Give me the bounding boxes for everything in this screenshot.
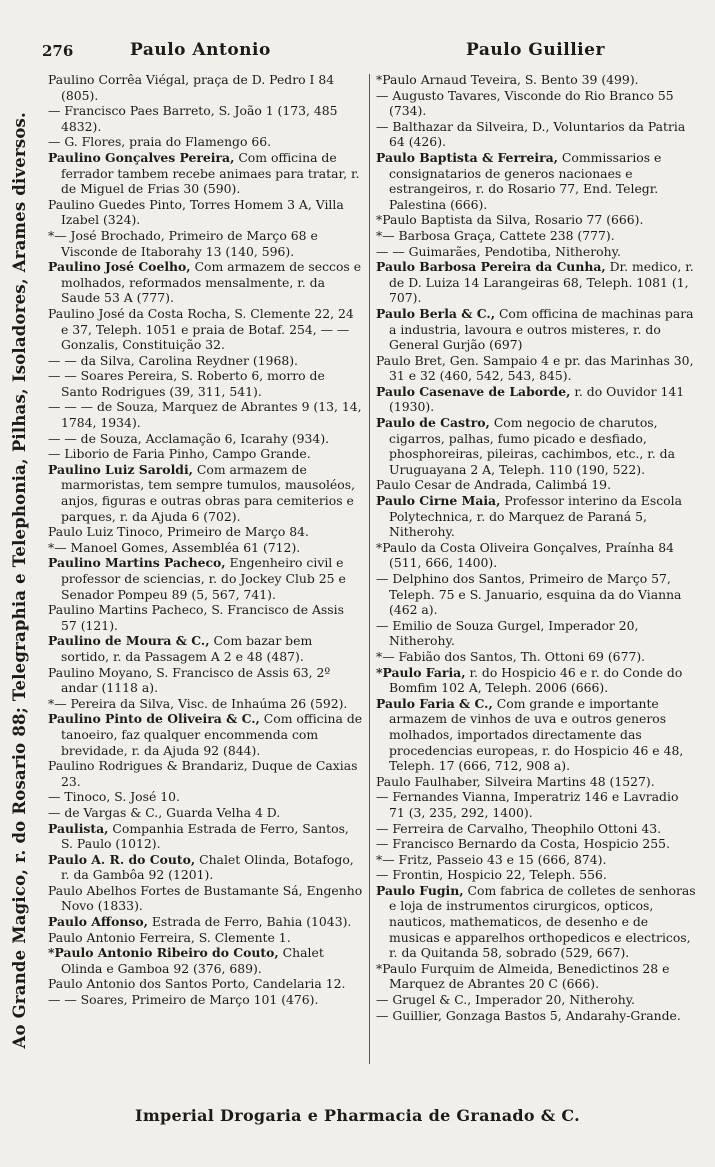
spine-text: Ao Grande Magico, r. do Rosario 88; Telegraphia e Telephonia, Pilhas, Isoladores, Arames diversos. <box>9 111 29 1049</box>
directory-entry <box>48 602 363 633</box>
entry-text: Paulo Luiz Tinoco, Primeiro de Março 84. <box>48 524 309 540</box>
directory-entry <box>376 867 696 883</box>
entry-text: Paulino Corrêa Viégal, praça de D. Pedro I 84 (805). <box>48 72 335 103</box>
directory-entry <box>48 696 363 712</box>
left-column <box>48 72 363 1008</box>
directory-entry <box>376 774 696 790</box>
entry-text: — Francisco Paes Barreto, S. João 1 (173, 485 4832). <box>48 103 338 134</box>
directory-entry <box>48 399 363 430</box>
entry-text: Com officina de tanoeiro, faz qualquer encommenda com brevidade, r. da Ajuda 92 (844). <box>61 711 363 758</box>
directory-entry <box>48 524 363 540</box>
entry-text: Com armazem de seccos e molhados, reformados mensalmente, r. da Saude 53 A (777). <box>61 259 362 306</box>
directory-entry <box>48 431 363 447</box>
entry-text: Paulino Moyano, S. Francisco de Assis 63, 2º andar (1118 a). <box>48 664 331 696</box>
entry-name: Paulo A. R. do Couto, <box>48 851 196 867</box>
directory-entry <box>376 961 696 992</box>
page-number: 276 <box>42 42 74 60</box>
entry-text: Paulo Faulhaber, Silveira Martins 48 (1527). <box>376 773 655 789</box>
entry-name: Paulino de Moura & C., <box>48 633 210 649</box>
directory-entry <box>376 883 696 961</box>
directory-entry <box>48 633 363 664</box>
entry-text: *Paulo Furquim de Almeida, Benedictinos 28 e Marquez de Abrantes 20 C (666). <box>376 960 670 992</box>
entry-text: — Fernandes Vianna, Imperatriz 146 e Lavradio 71 (3, 235, 292, 1400). <box>376 789 679 820</box>
directory-entry <box>376 212 696 228</box>
directory-entry <box>48 259 363 306</box>
entry-text: *— Fritz, Passeio 43 e 15 (666, 874). <box>376 851 607 867</box>
entry-text: *— Barbosa Graça, Cattete 238 (777). <box>376 227 615 243</box>
entry-text: Com bazar bem sortido, r. da Passagem A 2 e 48 (487). <box>61 633 313 664</box>
entry-text: Paulino José da Costa Rocha, S. Clemente 22, 24 e 37, Teleph. 1051 e praia de Botaf. 254, — — Gonzalis, Constituição 32. <box>48 305 354 353</box>
entry-name: Paulo Affonso, <box>48 914 148 930</box>
entry-text: — — Guimarães, Pendotiba, Nitherohy. <box>376 243 621 259</box>
directory-entry <box>376 836 696 852</box>
directory-entry <box>376 306 696 353</box>
entry-name: Paulino Pinto de Oliveira & C., <box>48 711 260 727</box>
entry-text: — — da Silva, Carolina Reydner (1968). <box>48 352 298 368</box>
entry-name: Paulo Barbosa Pereira da Cunha, <box>376 259 606 275</box>
entry-name: Paulino Martins Pacheco, <box>48 555 226 571</box>
directory-entry <box>48 992 363 1008</box>
footer-advertisement: Imperial Drogaria e Pharmacia de Granado & C. <box>135 1106 580 1125</box>
entry-text: — — de Souza, Acclamação 6, Icarahy (934). <box>48 430 330 446</box>
entry-text: — Liborio de Faria Pinho, Campo Grande. <box>48 446 311 462</box>
entry-name: Paulo Berla & C., <box>376 305 496 321</box>
entry-text: Com negocio de charutos, cigarros, palhas, fumo picado e desfiado, phosphoreiras, pileiras, cachimbos, etc., r. da Uruguayana 2 A, Teleph. 110 (190, 522). <box>389 415 675 477</box>
directory-entry <box>48 368 363 399</box>
running-header-left: Paulo Antonio <box>130 40 271 60</box>
entry-text: *— Pereira da Silva, Visc. de Inhaúma 26 (592). <box>48 695 348 711</box>
entry-text: *— Manoel Gomes, Assembléa 61 (712). <box>48 539 301 555</box>
entry-text: — Emilio de Souza Gurgel, Imperador 20, Nitherohy. <box>376 617 639 649</box>
entry-text: — Ferreira de Carvalho, Theophilo Ottoni 43. <box>376 820 662 836</box>
directory-entry <box>376 649 696 665</box>
entry-text: — Francisco Bernardo da Costa, Hospicio 255. <box>376 836 671 852</box>
entry-text: — — Soares, Primeiro de Março 101 (476). <box>48 992 319 1008</box>
entry-text: — Tinoco, S. José 10. <box>48 789 180 805</box>
directory-entry <box>376 665 696 696</box>
directory-entry <box>48 353 363 369</box>
entry-text: — Balthazar da Silveira, D., Voluntarios da Patria 64 (426). <box>376 118 686 150</box>
directory-entry <box>376 540 696 571</box>
directory-entry <box>48 150 363 197</box>
directory-entry <box>376 150 696 212</box>
entry-text: — Augusto Tavares, Visconde do Rio Branco 55 (734). <box>376 87 674 119</box>
directory-entry <box>48 197 363 228</box>
entry-text: Estrada de Ferro, Bahia (1043). <box>147 914 352 930</box>
directory-entry <box>48 665 363 696</box>
directory-entry <box>376 384 696 415</box>
entry-text: Com grande e importante armazem de vinhos de uva e outros generos molhados, importados directamente das procedencias europeas, r. do Hospicio 46 e 48, Teleph. 17 (666, 712, 908 a). <box>389 695 684 774</box>
entry-text: Paulo Bret, Gen. Sampaio 4 e pr. das Marinhas 30, 31 e 32 (460, 542, 543, 845). <box>376 352 694 384</box>
entry-text: Com officina de ferrador tambem recebe animaes para tratar, r. de Miguel de Frias 30 (590). <box>61 149 360 197</box>
entry-text: — de Vargas & C., Guarda Velha 4 D. <box>48 804 281 820</box>
entry-text: Com officina de machinas para a industria, lavoura e outros misteres, r. do General Gurjão (697) <box>389 305 694 353</box>
directory-entry <box>48 462 363 524</box>
spine-advertisement <box>4 40 34 1120</box>
entry-text: Com fabrica de colletes de senhoras e loja de instrumentos cirurgicos, opticos, nauticos, mathematicos, de desenho e de musicas e apparelhos orthopedicos e electricos, r. da Quitanda 58, sobrado (529, 667). <box>389 882 696 961</box>
entry-name: Paulo Faria & C., <box>376 695 493 711</box>
entry-text: *— José Brochado, Primeiro de Março 68 e Visconde de Itaborahy 13 (140, 596). <box>48 227 318 259</box>
directory-entry <box>376 88 696 119</box>
entry-text: *Paulo Baptista da Silva, Rosario 77 (666). <box>376 212 644 228</box>
directory-entry <box>376 119 696 150</box>
entry-text: Paulino Martins Pacheco, S. Francisco de Assis 57 (121). <box>48 602 344 633</box>
entry-text: Commissarios e consignatarios de generos nacionaes e estrangeiros, r. do Rosario 77, End. Telegr. Palestina (666). <box>389 149 662 212</box>
directory-entry <box>376 571 696 618</box>
entry-name: Paulino José Coelho, <box>48 259 191 275</box>
entry-name: Paulino Luiz Saroldi, <box>48 461 193 477</box>
directory-entry <box>48 758 363 789</box>
directory-entry <box>48 72 363 103</box>
entry-text: Paulo Cesar de Andrada, Calimbá 19. <box>376 477 612 493</box>
entry-text: — — Soares Pereira, S. Roberto 6, morro de Santo Rodrigues (39, 311, 541). <box>48 368 325 399</box>
directory-entry <box>376 618 696 649</box>
right-column <box>376 72 696 1023</box>
directory-entry <box>376 259 696 306</box>
directory-entry <box>376 353 696 384</box>
entry-text: Paulo Antonio dos Santos Porto, Candelaria 12. <box>48 976 346 992</box>
directory-entry <box>376 821 696 837</box>
entry-text: Engenheiro civil e professor de sciencias, r. do Jockey Club 25 e Senador Pompeu 89 (5, 567, 741). <box>61 555 346 602</box>
directory-entry <box>48 306 363 353</box>
directory-entry <box>48 821 363 852</box>
directory-entry <box>48 945 363 976</box>
directory-entry <box>48 103 363 134</box>
entry-text: — G. Flores, praia do Flamengo 66. <box>48 134 272 150</box>
directory-entry <box>376 493 696 540</box>
directory-entry <box>48 540 363 556</box>
directory-entry <box>48 914 363 930</box>
entry-text: Companhia Estrada de Ferro, Santos, S. Paulo (1012). <box>61 820 349 852</box>
entry-text: — — — de Souza, Marquez de Abrantes 9 (13, 14, 1784, 1934). <box>48 399 362 431</box>
entry-text: Dr. medico, r. de D. Luiza 14 Larangeiras 68, Teleph. 1081 (1, 707). <box>389 259 694 306</box>
directory-entry <box>48 228 363 259</box>
entry-text: — Delphino dos Santos, Primeiro de Março 57, Teleph. 75 e S. Januario, esquina da do Vianna (462 a). <box>376 571 682 618</box>
directory-entry <box>376 228 696 244</box>
directory-entry <box>48 883 363 914</box>
entry-text: Professor interino da Escola Polytechnica, r. do Marquez de Paraná 5, Nitherohy. <box>389 493 682 540</box>
directory-entry <box>48 134 363 150</box>
entry-name: *Paulo Faria, <box>376 664 466 680</box>
entry-text: Paulo Antonio Ferreira, S. Clemente 1. <box>48 929 291 945</box>
directory-entry <box>48 852 363 883</box>
directory-entry <box>376 696 696 774</box>
directory-entry <box>48 789 363 805</box>
entry-text: Paulo Abelhos Fortes de Bustamante Sá, Engenho Novo (1833). <box>48 882 363 914</box>
entry-text: r. do Hospicio 46 e r. do Conde do Bomfim 102 A, Teleph. 2006 (666). <box>389 664 683 696</box>
entry-text: — Grugel & C., Imperador 20, Nitherohy. <box>376 992 635 1008</box>
directory-entry <box>376 992 696 1008</box>
entry-name: Paulo Cirne Maia, <box>376 493 501 509</box>
directory-entry <box>376 244 696 260</box>
directory-entry <box>376 72 696 88</box>
entry-text: Com armazem de marmoristas, tem sempre tumulos, mausoléos, anjos, figuras e outras obras para cemiterios e parques, r. da Ajuda 6 (702). <box>61 461 356 524</box>
directory-entry <box>48 555 363 602</box>
running-header-right: Paulo Guillier <box>466 40 605 60</box>
entry-name: Paulo Fugin, <box>376 882 464 898</box>
entry-text: r. do Ouvidor 141 (1930). <box>389 383 685 415</box>
directory-entry <box>48 930 363 946</box>
directory-entry <box>48 805 363 821</box>
entry-name: Paulino Gonçalves Pereira, <box>48 149 235 165</box>
directory-entry <box>376 477 696 493</box>
entry-name: Paulo Baptista & Ferreira, <box>376 149 558 165</box>
entry-name: *Paulo Antonio Ribeiro do Couto, <box>48 945 279 961</box>
directory-entry <box>48 711 363 758</box>
entry-name: Paulo de Castro, <box>376 415 490 431</box>
directory-entry <box>376 852 696 868</box>
entry-text: *Paulo Arnaud Teveira, S. Bento 39 (499). <box>376 72 639 87</box>
column-divider <box>369 74 370 1064</box>
directory-entry <box>376 1008 696 1024</box>
directory-entry <box>48 446 363 462</box>
entry-text: Paulino Rodrigues & Brandariz, Duque de Caxias 23. <box>48 758 358 789</box>
entry-text: Chalet Olinda, Botafogo, r. da Gambôa 92 (1201). <box>61 851 354 883</box>
entry-text: *— Fabião dos Santos, Th. Ottoni 69 (677). <box>376 648 646 664</box>
entry-name: Paulo Casenave de Laborde, <box>376 383 571 399</box>
directory-entry <box>376 415 696 477</box>
entry-text: Chalet Olinda e Gamboa 92 (376, 689). <box>61 945 324 976</box>
directory-entry <box>48 976 363 992</box>
entry-text: Paulino Guedes Pinto, Torres Homem 3 A, Villa Izabel (324). <box>48 196 344 228</box>
entry-text: *Paulo da Costa Oliveira Gonçalves, Praínha 84 (511, 666, 1400). <box>376 539 675 571</box>
entry-text: — Guillier, Gonzaga Bastos 5, Andarahy-Grande. <box>376 1007 681 1023</box>
entry-text: — Frontin, Hospicio 22, Teleph. 556. <box>376 867 607 883</box>
entry-name: Paulista, <box>48 820 109 836</box>
directory-entry <box>376 789 696 820</box>
